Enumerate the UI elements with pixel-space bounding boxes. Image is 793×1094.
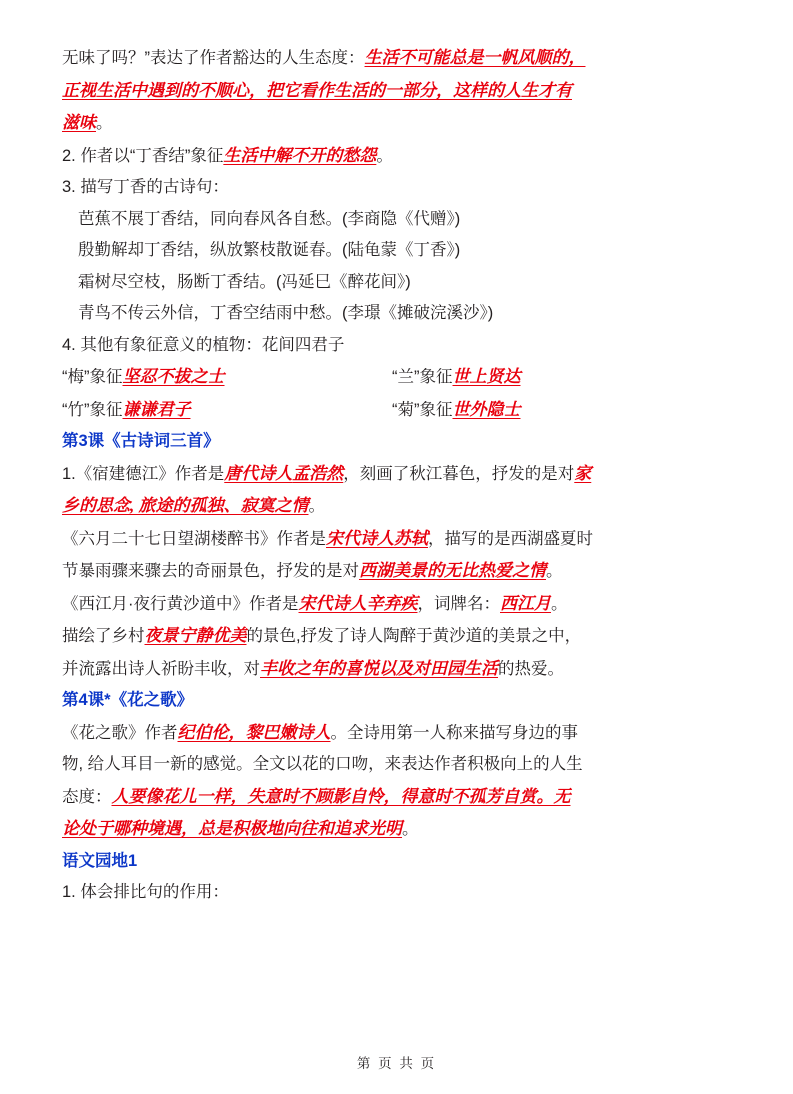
text-line [62, 42, 731, 75]
body-text: 。 [546, 562, 563, 580]
body-text: 节暴雨骤来骤去的奇丽景色，抒发的是对 [62, 562, 359, 580]
body-text: 芭蕉不展丁香结，同向春风各自愁。(李商隐《代赠》) [78, 209, 461, 228]
symbol-pair-row [62, 361, 731, 394]
section-heading [62, 426, 731, 458]
text-line [62, 653, 731, 686]
text-line [62, 717, 731, 750]
symbol-pair-left [62, 361, 392, 394]
section-heading [62, 685, 731, 717]
body-text: ，刻画了秋江暮色，抒发的是对 [343, 464, 575, 483]
answer-text: 宋代诗人 [298, 593, 367, 613]
body-text: ，描写的是西湖盛夏时 [428, 529, 593, 548]
section-heading-text: 第3课《古诗词三首》 [62, 432, 220, 450]
body-text: “竹”象征 [62, 400, 123, 419]
body-text: 3. 描写丁香的古诗句： [62, 178, 229, 196]
body-text: 。 [402, 820, 419, 838]
answer-text: 谦谦君子 [122, 399, 191, 419]
symbol-pair-left [62, 394, 392, 427]
body-text: “梅”象征 [62, 368, 123, 386]
poem-quote-line [62, 298, 731, 330]
body-text: 。 [96, 114, 113, 132]
body-text: 描绘了乡村 [62, 627, 145, 645]
text-line [62, 140, 731, 173]
text-line [62, 490, 731, 523]
body-text: 物, 给人耳目一新的感觉。全文以花的口吻，来表达作者积极向上的人生 [62, 755, 583, 773]
answer-text: 滋味 [62, 113, 96, 132]
text-line [62, 877, 731, 909]
body-text: 霜树尽空枝，肠断丁香结。(冯延巳《醉花间》) [78, 272, 411, 291]
body-text: 青鸟不传云外信，丁香空结雨中愁。(李璟《摊破浣溪沙》) [78, 304, 494, 322]
answer-text: 宋代诗人 [326, 528, 394, 548]
document-body [62, 42, 731, 909]
text-line [62, 620, 731, 653]
page-footer: 第 页 共 页 [356, 1056, 437, 1071]
answer-text: 乡的思念, 旅途的孤独、寂寞之情 [62, 496, 309, 515]
body-text: 。全诗用第一人称来描写身边的事 [330, 723, 578, 742]
body-text: 态度： [62, 787, 112, 806]
answer-text: 论处于哪种境遇，总是积极地向往和追求光明 [62, 819, 402, 838]
body-text: 4. 其他有象征意义的植物：花间四君子 [62, 335, 345, 354]
body-text: 。 [551, 594, 568, 613]
answer-text: 夜景宁静优美 [144, 626, 247, 645]
answer-text: 孟浩然 [292, 463, 344, 483]
answer-text: 正视生活中遇到的不顺心，把它看作生活的一部分，这样的人生才有 [62, 80, 572, 100]
body-text: 的热爱。 [498, 659, 564, 678]
answer-text: 丰收之年的喜悦以及对田园生活 [260, 658, 498, 678]
answer-text: 纪伯伦，黎巴嫩诗人 [177, 722, 331, 742]
answer-text: 世外隐士 [452, 399, 521, 419]
text-line [62, 588, 731, 621]
body-text: ，词牌名： [417, 594, 500, 613]
text-line [62, 172, 731, 204]
body-text: 《西江月·夜行黄沙道中》作者是 [62, 594, 299, 613]
text-line [62, 458, 731, 491]
answer-text: 辛弃疾 [366, 593, 418, 613]
text-line [62, 75, 731, 108]
text-line [62, 781, 731, 814]
body-text: 。 [308, 497, 325, 515]
body-text: 1. 体会排比句的作用： [62, 883, 229, 901]
poem-quote-line [62, 204, 731, 236]
body-text: 的景色,抒发了诗人陶醉于黄沙道的美景之中， [246, 627, 582, 645]
answer-text: 西江月 [500, 593, 551, 613]
symbol-pair-right [392, 368, 521, 386]
text-line [62, 813, 731, 846]
body-text: 并流露出诗人祈盼丰收，对 [62, 659, 260, 678]
section-heading-text: 语文园地1 [62, 851, 138, 870]
body-text: 1.《宿建德江》作者是 [62, 464, 225, 483]
poem-quote-line [62, 267, 731, 299]
body-text: 2. 作者以“丁香结”象征 [62, 146, 224, 165]
answer-text: 坚忍不拔之士 [122, 367, 225, 386]
text-line [62, 555, 731, 588]
body-text: 无味了吗？”表达了作者豁达的人生态度： [62, 49, 365, 67]
symbol-pair-right [392, 401, 521, 419]
section-heading-text: 第4课*《花之歌》 [62, 691, 194, 709]
symbol-pair-row [62, 394, 731, 427]
answer-text: 苏轼 [394, 528, 428, 548]
answer-text: 家 [574, 463, 592, 483]
answer-text: 生活不可能总是一帆风顺的， [364, 48, 586, 67]
body-text: 《花之歌》作者 [62, 723, 178, 742]
text-line [62, 330, 731, 362]
text-line [62, 523, 731, 556]
body-text: “兰”象征 [392, 368, 453, 386]
answer-text: 西湖美景的无比热爱之情 [359, 561, 546, 580]
body-text: 。 [376, 146, 393, 165]
text-line [62, 107, 731, 140]
answer-text: 唐代诗人 [224, 463, 293, 483]
text-line [62, 749, 731, 781]
section-heading [62, 846, 731, 878]
poem-quote-line [62, 235, 731, 267]
answer-text: 人要像花儿一样，失意时不顾影自怜，得意时不孤芳自赏。无 [111, 786, 571, 806]
body-text: “菊”象征 [392, 400, 453, 419]
body-text: 《六月二十七日望湖楼醉书》作者是 [62, 529, 326, 548]
body-text: 殷勤解却丁香结，纵放繁枝散诞春。(陆龟蒙《丁香》) [78, 241, 461, 259]
answer-text: 生活中解不开的愁怨 [223, 145, 377, 165]
answer-text: 世上贤达 [452, 367, 521, 386]
